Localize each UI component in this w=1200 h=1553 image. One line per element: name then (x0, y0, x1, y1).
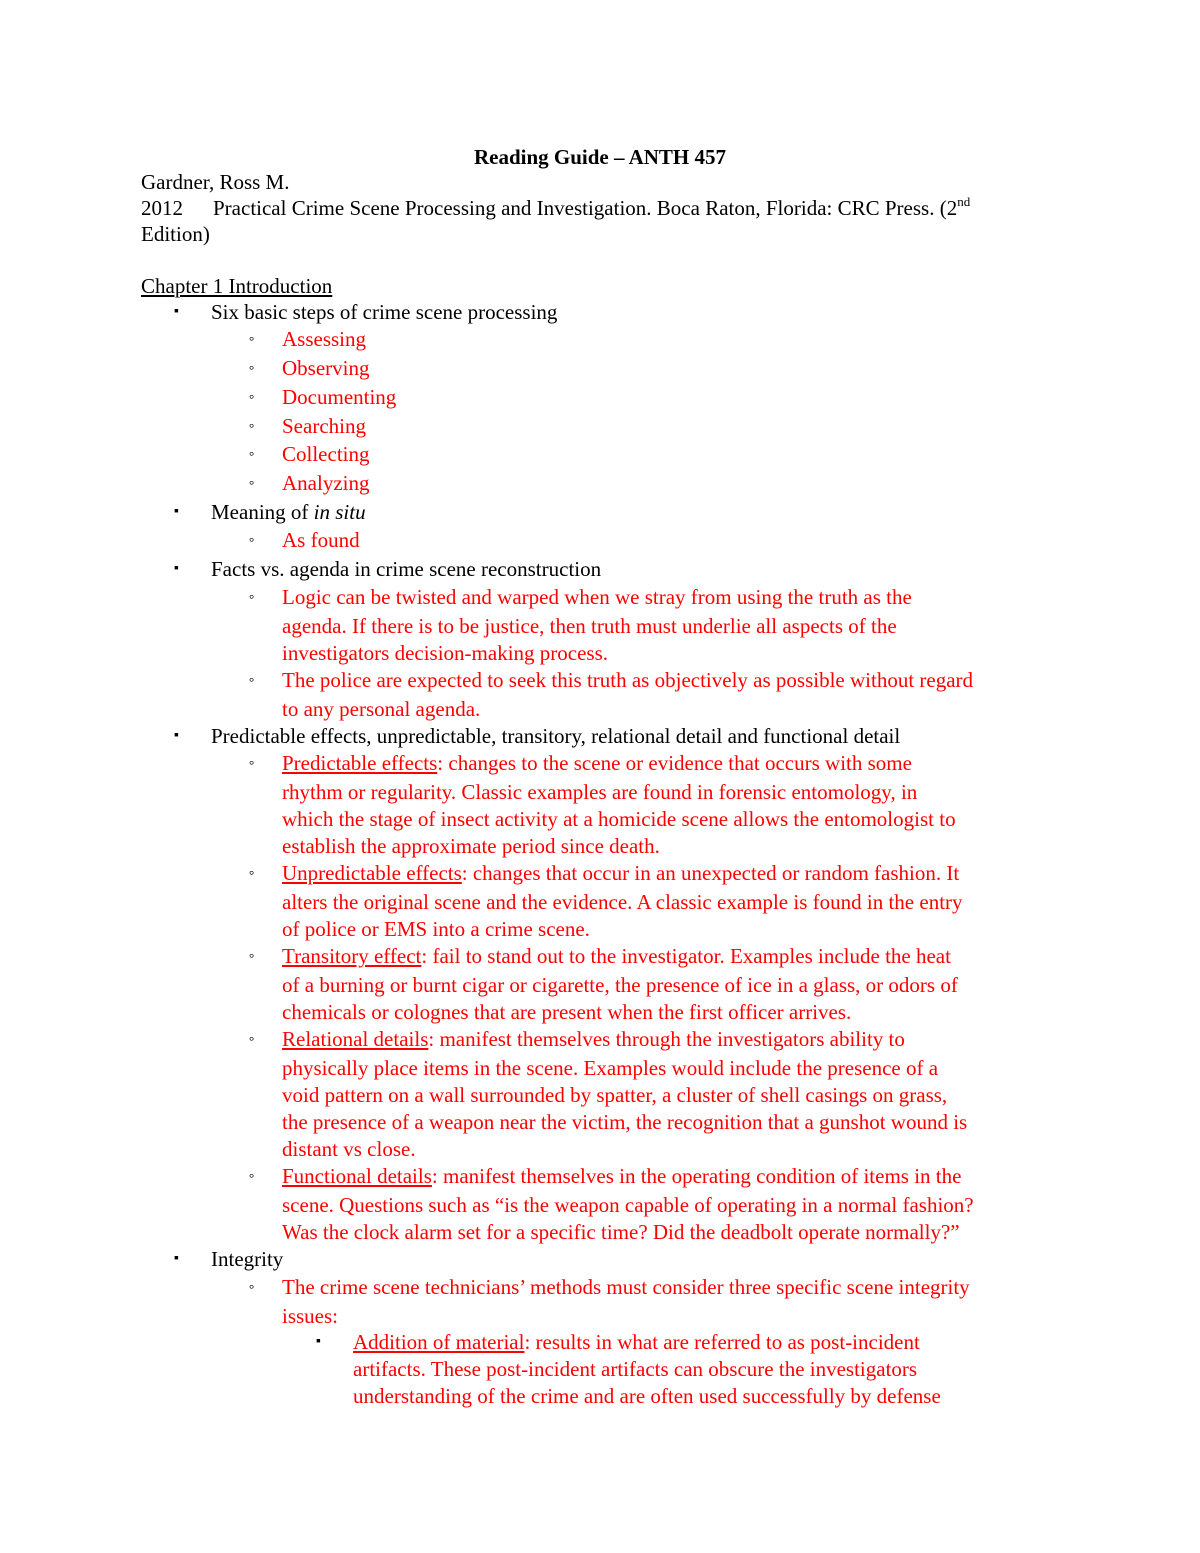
list-item-six-steps: Six basic steps of crime scene processing (211, 300, 558, 324)
list-item-in-situ (211, 498, 366, 526)
circle-bullet-icon: ° (249, 391, 255, 406)
unpredictable-first-line (282, 859, 959, 887)
definition-line: physically place items in the scene. Examples would include the presence of a (282, 1056, 939, 1080)
definition-text: : manifest themselves in the operating condition of items in the (431, 1164, 962, 1188)
circle-bullet-icon: ° (249, 333, 255, 348)
circle-bullet-icon: ° (249, 950, 255, 965)
definition-line: understanding of the crime and are often used successfully by defense (353, 1384, 941, 1408)
definition-text: : manifest themselves through the investigators ability to (428, 1027, 905, 1051)
list-item-effects: Predictable effects, unpredictable, transitory, relational detail and functional detail (211, 724, 901, 748)
in-situ-prefix: Meaning of (211, 500, 314, 524)
term-transitory-effect: Transitory effect (282, 944, 422, 968)
definition-line: alters the original scene and the evidence. A classic example is found in the entry (282, 890, 963, 914)
definition-line: artifacts. These post-incident artifacts can obscure the investigators (353, 1357, 918, 1381)
list-item-integrity: Integrity (211, 1247, 284, 1271)
definition-text: : changes to the scene or evidence that occurs with some (437, 751, 912, 775)
integrity-answer-line: The crime scene technicians’ methods must consider three specific scene integrity (282, 1275, 970, 1299)
integrity-answer-line: issues: (282, 1304, 339, 1328)
definition-line: Was the clock alarm set for a specific time? Did the deadbolt operate normally?” (282, 1220, 960, 1244)
circle-bullet-icon: ° (249, 867, 255, 882)
definition-line: which the stage of insect activity at a homicide scene allows the entomologist to (282, 807, 956, 831)
term-functional-details: Functional details (282, 1164, 432, 1188)
definition-text: : fail to stand out to the investigator. Examples include the heat (421, 944, 951, 968)
in-situ-term: in situ (313, 500, 366, 524)
citation-edition: Edition) (141, 222, 210, 246)
definition-line: distant vs close. (282, 1137, 416, 1161)
definition-line: of a burning or burnt cigar or cigarette, the presence of ice in a glass, or odors of (282, 973, 958, 997)
circle-bullet-icon: ° (249, 448, 255, 463)
circle-bullet-icon: ° (249, 674, 255, 689)
relational-first-line (282, 1025, 905, 1053)
term-addition-of-material: Addition of material (353, 1330, 525, 1354)
citation-year: 2012 (141, 196, 183, 220)
square-bullet-icon: ▪ (316, 1334, 321, 1349)
term-predictable-effects: Predictable effects (282, 751, 438, 775)
circle-bullet-icon: ° (249, 1033, 255, 1048)
transitory-first-line (282, 942, 951, 970)
list-item-facts-agenda: Facts vs. agenda in crime scene reconstruction (211, 557, 602, 581)
page-title: Reading Guide – ANTH 457 (473, 145, 727, 169)
definition-line: rhythm or regularity. Classic examples are found in forensic entomology, in (282, 780, 918, 804)
circle-bullet-icon: ° (249, 1281, 255, 1296)
sub-item-as-found: As found (282, 528, 360, 552)
functional-first-line (282, 1162, 961, 1190)
square-bullet-icon: ▪ (174, 1251, 179, 1266)
addition-first-line (353, 1328, 920, 1356)
definition-line: chemicals or colognes that are present when the first officer arrives. (282, 1000, 852, 1024)
definition-line: scene. Questions such as “is the weapon capable of operating in a normal fashion? (282, 1193, 974, 1217)
definition-line: void pattern on a wall surrounded by spatter, a cluster of shell casings on grass, (282, 1083, 948, 1107)
circle-bullet-icon: ° (249, 1170, 255, 1185)
circle-bullet-icon: ° (249, 362, 255, 377)
citation-text: Practical Crime Scene Processing and Investigation. Boca Raton, Florida: CRC Press. (2 (213, 196, 958, 220)
term-unpredictable-effects: Unpredictable effects (282, 861, 462, 885)
facts-answer-line: to any personal agenda. (282, 697, 481, 721)
predictable-first-line (282, 749, 912, 777)
term-relational-details: Relational details (282, 1027, 429, 1051)
definition-line: establish the approximate period since death. (282, 834, 660, 858)
citation-reference (213, 194, 970, 222)
facts-answer-line: investigators decision-making process. (282, 641, 609, 665)
definition-line: of police or EMS into a crime scene. (282, 917, 590, 941)
definition-text: : results in what are referred to as post-incident (524, 1330, 920, 1354)
sub-item-observing: Observing (282, 356, 370, 380)
circle-bullet-icon: ° (249, 477, 255, 492)
definition-text: : changes that occur in an unexpected or random fashion. It (461, 861, 960, 885)
circle-bullet-icon: ° (249, 757, 255, 772)
circle-bullet-icon: ° (249, 591, 255, 606)
circle-bullet-icon: ° (249, 534, 255, 549)
sub-item-documenting: Documenting (282, 385, 397, 409)
citation-superscript: nd (957, 194, 971, 209)
definition-line: the presence of a weapon near the victim, the recognition that a gunshot wound is (282, 1110, 968, 1134)
facts-answer-line: The police are expected to seek this truth as objectively as possible without regard (282, 668, 974, 692)
facts-answer-line: Logic can be twisted and warped when we stray from using the truth as the (282, 585, 912, 609)
square-bullet-icon: ▪ (174, 728, 179, 743)
circle-bullet-icon: ° (249, 420, 255, 435)
sub-item-assessing: Assessing (282, 327, 367, 351)
citation-author: Gardner, Ross M. (141, 170, 290, 194)
facts-answer-line: agenda. If there is to be justice, then truth must underlie all aspects of the (282, 614, 897, 638)
sub-item-collecting: Collecting (282, 442, 370, 466)
sub-item-analyzing: Analyzing (282, 471, 370, 495)
chapter-heading: Chapter 1 Introduction (141, 274, 333, 298)
square-bullet-icon: ▪ (174, 561, 179, 576)
sub-item-searching: Searching (282, 414, 366, 438)
square-bullet-icon: ▪ (174, 304, 179, 319)
square-bullet-icon: ▪ (174, 504, 179, 519)
